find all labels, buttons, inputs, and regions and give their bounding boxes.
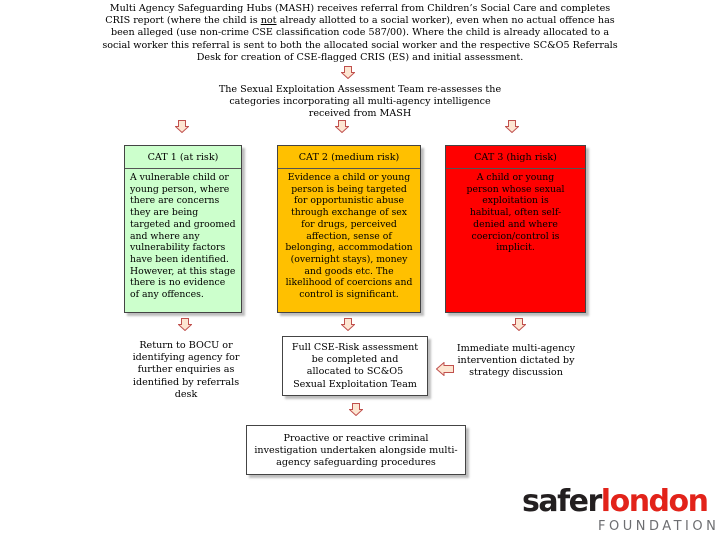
outcome-cat1: Return to BOCU or identifying agency for further enquiries as identified by referrals desk (132, 340, 240, 400)
final-box (246, 425, 466, 475)
down-arrow-outcome3 (512, 318, 526, 331)
cat1-body: A vulnerable child or young person, where there are concerns they are being targeted and groomed and where any vulnerability factors have been identified. However, at this stage there is no evidence of any offences. (130, 172, 236, 301)
cat3-body: A child or young person whose sexual exploitation is habitual, often self-denied and where coercion/control is implicit. (466, 172, 565, 254)
safer-london-logo (522, 484, 720, 538)
cat3-divider (446, 168, 585, 169)
cat2-box (277, 145, 421, 313)
down-arrow-outcome2 (341, 318, 355, 331)
left-arrow (436, 361, 454, 375)
logo-word-safer: safer (522, 484, 601, 519)
outcome-cat2-text: Full CSE-Risk assessment be completed and allocated to SC&O5 Sexual Exploitation Team (291, 342, 419, 390)
reassess-text: The Sexual Exploitation Assessment Team re-assesses the categories incorporating all multi-agency intelligence received from MASH (218, 84, 502, 120)
intro-text-start: Multi Agency Safeguarding Hubs (MASH) receives referral from Children’s Social Care and completes CRIS report (where the child is (105, 3, 611, 27)
logo-word-london: london (600, 484, 708, 519)
intro-paragraph (98, 3, 622, 64)
cat2-body: Evidence a child or young person is being targeted for opportunistic abuse through exchange of sex for drugs, perceived affection, sense of belonging, accommodation (overnight stays), money and goods etc. The likelihood of coercions and control is significant. (285, 172, 413, 301)
down-arrow-cat3 (505, 120, 519, 133)
final-text: Proactive or reactive criminal investigation undertaken alongside multi-agency safeguarding procedures (254, 433, 458, 469)
cat3-title: CAT 3 (high risk) (474, 152, 557, 163)
cat2-title: CAT 2 (medium risk) (298, 152, 400, 163)
cat2-divider (278, 168, 420, 169)
logo-wordmark (522, 484, 708, 520)
intro-underlined-word: not (260, 15, 277, 27)
outcome-cat2-box (282, 336, 428, 396)
cat1-title: CAT 1 (at risk) (147, 152, 219, 163)
down-arrow-outcome1 (178, 318, 192, 331)
down-arrow-cat1 (175, 120, 189, 133)
down-arrow-1 (341, 66, 355, 79)
outcome-cat3: Immediate multi-agency intervention dictated by strategy discussion (456, 343, 576, 379)
logo-subtitle: FOUNDATION (598, 519, 720, 534)
cat1-box (124, 145, 242, 313)
cat1-divider (125, 168, 241, 169)
cat3-box (445, 145, 586, 313)
intro-text-end: already allotted to a social worker), even when no actual offence has been alleged (use non-crime CSE classification code 587/00). Where the child is already allocated to a social worker this referral is sent to both the allocated social worker and the respective SC&O5 Referrals Desk for creation of CSE-flagged CRIS (ES) and initial assessment. (102, 15, 618, 63)
down-arrow-cat2 (335, 120, 349, 133)
down-arrow-final (349, 403, 363, 416)
